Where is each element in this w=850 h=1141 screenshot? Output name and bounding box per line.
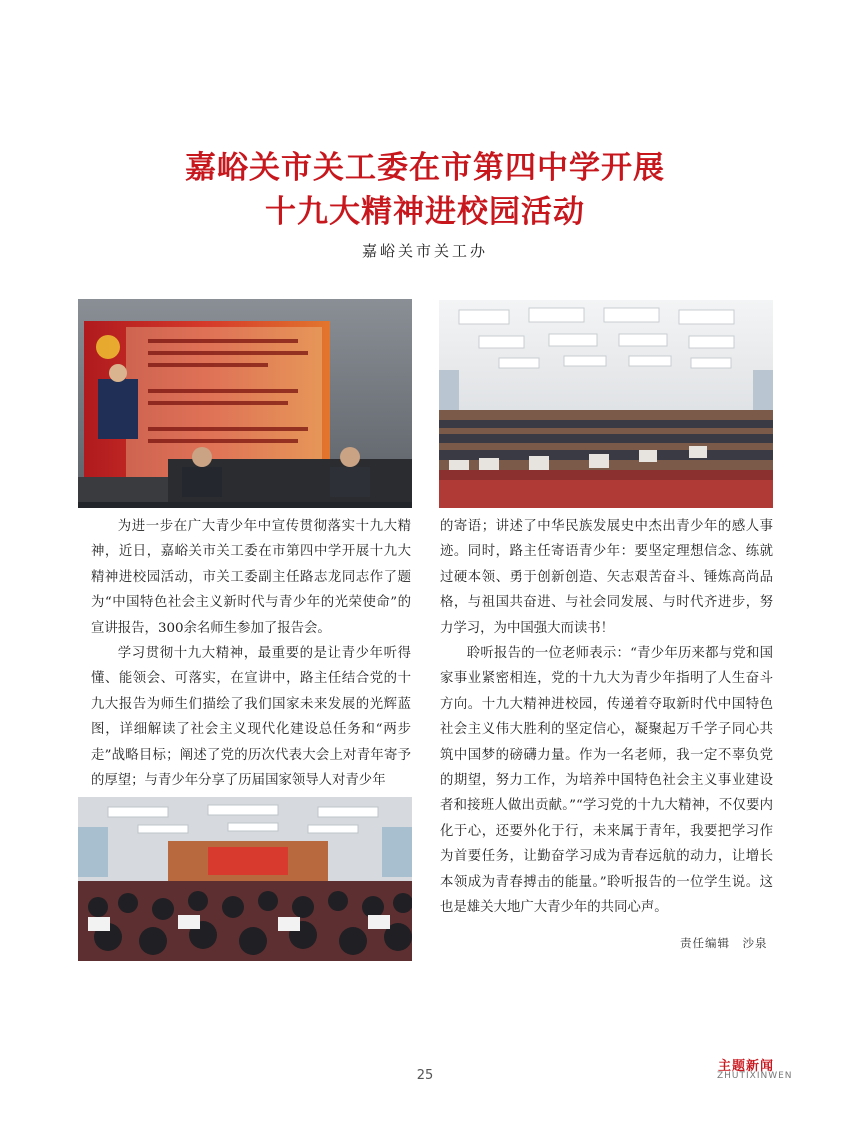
body-paragraph: 学习贯彻十九大精神，最重要的是让青少年听得懂、能领会、可落实，在宣讲中，路主任结合党的十九大报告为师生们描绘了我们国家未来发展的光辉蓝图，详细解读了社会主义现代化建设总任务和“两步走”战略目标；阐述了党的历次代表大会上对青年寄予的厚望；与青少年分享了历届国家领导人对青少年 [91,646,411,789]
section-name-cn: 主题新闻 [718,1059,775,1074]
page-number: 25 [416,1068,434,1083]
auditorium-scene-graphic [439,300,773,508]
body-column-left [91,514,411,793]
photo-lecture-podium [78,299,412,508]
rear-view-scene-graphic [78,797,412,961]
body-column-right [440,514,773,921]
article-title-line1: 嘉峪关市关工委在市第四中学开展 [185,150,665,186]
photo-auditorium-audience [439,300,773,508]
body-paragraph: 为进一步在广大青少年中宣传贯彻落实十九大精神，近日，嘉峪关市关工委在市第四中学开展十九大精神进校园活动，市关工委副主任路志龙同志作了题为“中国特色社会主义新时代与青少年的光荣使命”的宣讲报告，300余名师生参加了报告会。 [91,519,411,636]
body-paragraph: 的寄语；讲述了中华民族发展史中杰出青少年的感人事迹。同时，路主任寄语青少年：要坚定理想信念、练就过硬本领、勇于创新创造、矢志艰苦奋斗、锤炼高尚品格，与祖国共奋进、与社会同发展、与时代齐进步，努力学习，为中国强大而读书！ [440,519,773,636]
photo-audience-rear-view [78,797,412,961]
lecture-scene-graphic [78,299,412,508]
responsible-editor: 责任编辑 沙泉 [680,936,768,950]
article-title-line2: 十九大精神进校园活动 [265,194,585,230]
section-name-en: ZHUTIXINWEN [717,1071,793,1081]
body-paragraph: 聆听报告的一位老师表示：“青少年历来都与党和国家事业紧密相连，党的十九大为青少年指明了人生奋斗方向。十九大精神进校园，传递着夺取新时代中国特色社会主义伟大胜利的坚定信心，凝聚起万千学子同心共筑中国梦的磅礴力量。作为一名老师，我一定不辜负党的期望，努力工作，为培养中国特色社会主义事业建设者和接班人做出贡献。”“学习党的十九大精神，不仅要内化于心，还要外化于行，未来属于青年，我要把学习作为首要任务，让勤奋学习成为青春远航的动力，让增长本领成为青春搏击的能量。”聆听报告的一位学生说。这也是雄关大地广大青少年的共同心声。 [440,646,773,916]
article-author: 嘉峪关市关工办 [361,242,488,260]
